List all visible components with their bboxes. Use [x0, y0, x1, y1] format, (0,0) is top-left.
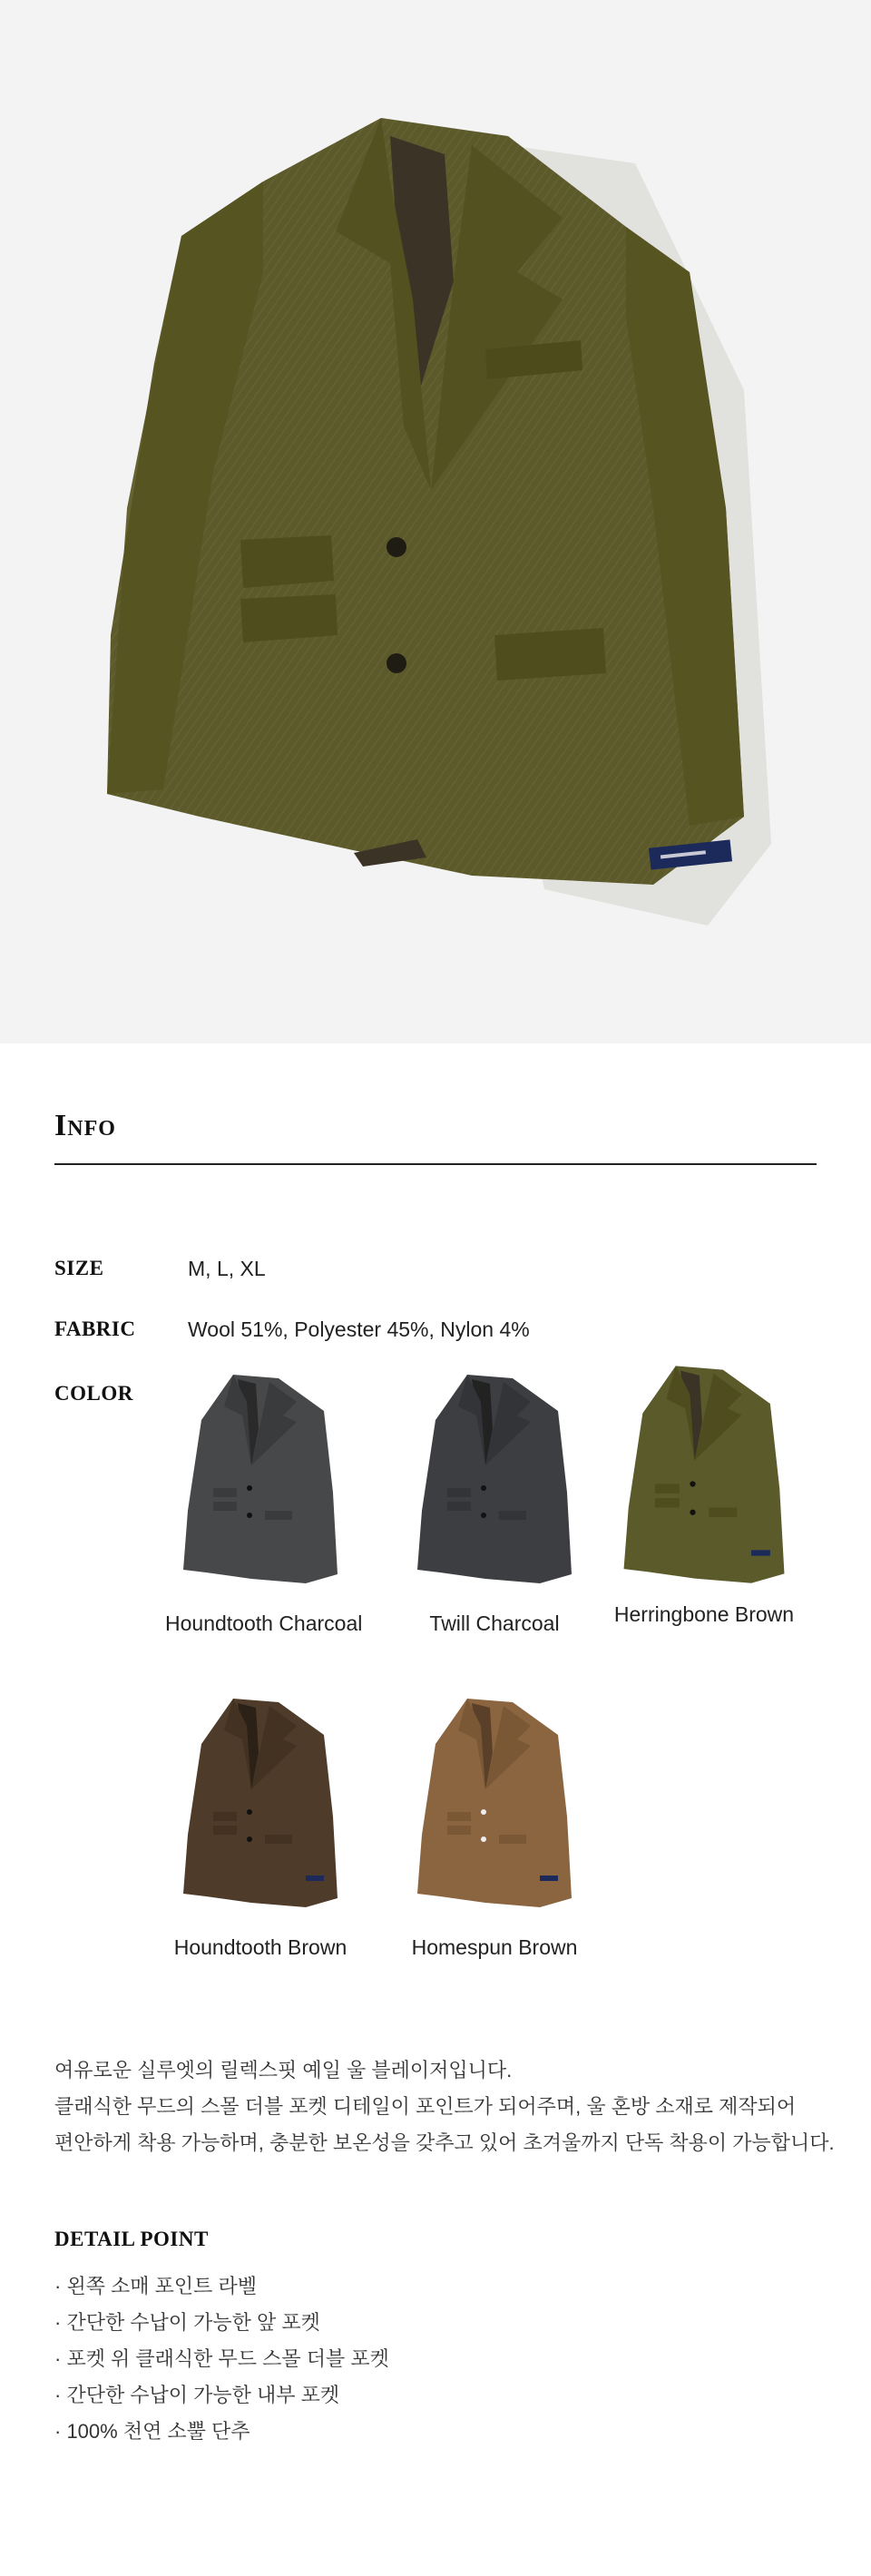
color-name: Twill Charcoal	[429, 1611, 560, 1635]
color-swatch-houndtooth-charcoal[interactable]	[165, 1366, 363, 1636]
detail-point-item: · 100% 천연 소뿔 단추	[54, 2420, 250, 2443]
fabric-value: Wool 51%, Polyester 45%, Nylon 4%	[188, 1317, 530, 1341]
color-swatch-houndtooth-brown[interactable]	[165, 1690, 356, 1960]
color-name: Herringbone Brown	[613, 1602, 795, 1626]
color-name: Homespun Brown	[411, 1935, 578, 1959]
info-divider	[54, 1163, 817, 1165]
color-swatch-twill-charcoal[interactable]	[399, 1366, 590, 1636]
blazer-thumbnail-icon	[404, 1366, 585, 1588]
size-value: M, L, XL	[188, 1257, 266, 1280]
detail-point-item: · 간단한 수납이 가능한 앞 포켓	[54, 2311, 320, 2334]
detail-point-item: · 간단한 수납이 가능한 내부 포켓	[54, 2384, 340, 2406]
color-swatch-homespun-brown[interactable]	[399, 1690, 590, 1960]
info-heading: Info	[54, 1109, 116, 1142]
blazer-thumbnail-icon	[404, 1690, 585, 1912]
description-line: 여유로운 실루엣의 릴렉스핏 예일 울 블레이저입니다.	[54, 2059, 513, 2081]
description-line: 편안하게 착용 가능하며, 충분한 보온성을 갖추고 있어 초겨울까지 단독 착용이 가능합니다.	[54, 2131, 835, 2154]
color-name: Houndtooth Charcoal	[165, 1611, 363, 1635]
description-line: 클래식한 무드의 스몰 더블 포켓 디테일이 포인트가 되어주며, 울 혼방 소재로 제작되어	[54, 2095, 797, 2118]
product-description	[54, 2052, 835, 2161]
size-label: SIZE	[54, 1257, 104, 1279]
hero-product-image	[0, 0, 871, 1043]
blazer-thumbnail-icon	[170, 1366, 351, 1588]
color-swatch-herringbone-brown[interactable]	[609, 1357, 799, 1627]
detail-point-item: · 왼쪽 소매 포인트 라벨	[54, 2275, 258, 2297]
blazer-thumbnail-icon	[609, 1357, 799, 1588]
detail-point-item: · 포켓 위 클래식한 무드 스몰 더블 포켓	[54, 2347, 389, 2370]
olive-blazer-illustration	[0, 0, 871, 1043]
detail-point-title: DETAIL POINT	[54, 2228, 209, 2250]
fabric-label: FABRIC	[54, 1317, 136, 1340]
detail-point-list	[54, 2268, 389, 2450]
color-name: Houndtooth Brown	[173, 1935, 347, 1959]
blazer-thumbnail-icon	[170, 1690, 351, 1912]
color-label: COLOR	[54, 1382, 133, 1405]
